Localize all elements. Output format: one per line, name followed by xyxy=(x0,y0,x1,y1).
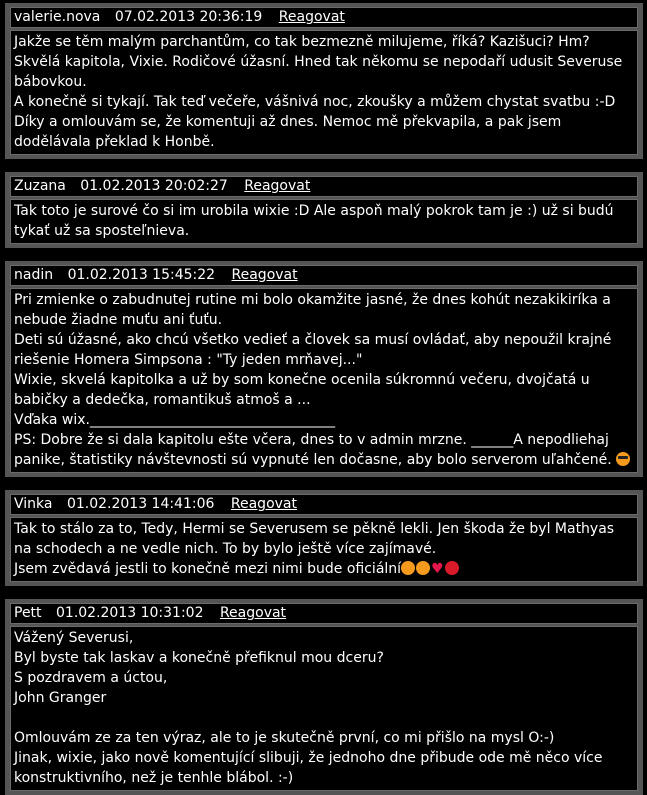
comment-line-text: PS: Dobre že si dala kapitolu ešte včera, dnes to v admin mrzne. ______A nepodliehaj panike, štatistiky návštevnosti sú vypnuté len dočasne, aby bolo serverom uľahčené. xyxy=(14,432,614,468)
comment-line: Jinak, wixie, jako nově komentující slibuji, že jednoho dne přibude ode mě něco více konstruktivního, než je tenhle blábol. :-) xyxy=(14,750,607,786)
comment-line: Wixie, skvelá kapitolka a už by som konečne ocenila súkromnú večeru, dvojčatá u babičky a dedečka, romantikuš atmoš a ... xyxy=(14,372,595,408)
comment-header xyxy=(10,176,638,197)
comment xyxy=(5,599,643,795)
comment-body xyxy=(10,626,638,791)
comment-line: Vážený Severusi, xyxy=(14,630,134,646)
comment-author: Zuzana xyxy=(14,178,66,194)
comment-header xyxy=(10,494,638,515)
comment-body xyxy=(10,30,638,155)
comment-author: Vinka xyxy=(14,496,53,512)
comment-author: nadin xyxy=(14,267,54,283)
comment-date: 07.02.2013 20:36:19 xyxy=(114,9,263,25)
comment-body xyxy=(10,199,638,244)
grin-smiley-icon xyxy=(416,561,430,575)
comment-author: valerie.nova xyxy=(14,9,101,25)
comment-body xyxy=(10,288,638,473)
comment-line: S pozdravem a úctou, xyxy=(14,670,168,686)
comment-date: 01.02.2013 20:02:27 xyxy=(80,178,228,194)
comment-line: Omlouvám ze za ten výraz, ale to je skutečně první, co mi přišlo na mysl O:-) xyxy=(14,730,555,746)
comment-line: Tak to stálo za to, Tedy, Hermi se Severusem se pěkně lekli. Jen škoda že byl Mathyas na schodech a ne vedle nich. To by bylo ještě více zajímavé. xyxy=(14,521,619,557)
comment xyxy=(5,3,643,159)
comment-line xyxy=(14,559,633,579)
comment-line: Vďaka wix.___________________________________ xyxy=(14,412,336,428)
heart-eyes-smiley-icon xyxy=(401,561,415,575)
comment-header xyxy=(10,265,638,286)
comment-header xyxy=(10,603,638,624)
reply-link[interactable]: Reagovat xyxy=(244,178,311,194)
comment-line: Byl byste tak laskav a konečně přefiknul mou dceru? xyxy=(14,650,384,666)
comment-line: John Granger xyxy=(14,690,107,706)
sunglasses-smiley-icon xyxy=(616,452,630,466)
comment-date: 01.02.2013 10:31:02 xyxy=(56,605,204,621)
comment-line: Deti sú úžasné, ako chcú všetko vedieť a človek sa musí ovládať, aby nepoužil krajné riešenie Homera Simpsona : "Ty jeden mrňavej..." xyxy=(14,332,616,368)
comment-date: 01.02.2013 14:41:06 xyxy=(66,496,215,512)
reply-link[interactable]: Reagovat xyxy=(231,267,298,283)
comment-line: Jakže se těm malým parchantům, co tak bezmezně milujeme, říká? Kazišuci? Hm? xyxy=(14,34,590,50)
heart-icon: ♥ xyxy=(431,561,444,577)
comment-line: Díky a omlouvám se, že komentuji až dnes. Nemoc mě překvapila, a pak jsem dodělávala překlad k Honbě. xyxy=(14,114,566,150)
comment-line: Tak toto je surové čo si im urobila wixie :D Ale aspoň malý pokrok tam je :) už si budú tykať už sa sposteľnieva. xyxy=(14,203,619,239)
comment-body xyxy=(10,517,638,582)
reply-link[interactable]: Reagovat xyxy=(230,496,297,512)
comment-date: 01.02.2013 15:45:22 xyxy=(67,267,216,283)
comment-line xyxy=(14,430,633,470)
comment-header xyxy=(10,7,638,28)
comment-line: Pri zmienke o zabudnutej rutine mi bolo okamžite jasné, že dnes kohút nezakikiríka a nebude žiadne muťu ani ťuťu. xyxy=(14,292,616,328)
comment-line: A konečně si tykají. Tak teď večeře, vášnivá noc, zkoušky a můžem chystat svatbu :-D xyxy=(14,94,616,110)
reply-link[interactable]: Reagovat xyxy=(278,9,345,25)
ladybug-icon xyxy=(445,561,459,575)
comment-line: Skvělá kapitola, Vixie. Rodičové úžasní. Hned tak někomu se nepodaří udusit Severuse bábovkou. xyxy=(14,54,627,90)
reply-link[interactable]: Reagovat xyxy=(219,605,287,621)
comment-line xyxy=(14,708,633,728)
comment xyxy=(5,172,643,248)
comment xyxy=(5,261,643,477)
comment-author: Pett xyxy=(14,605,42,621)
comment-line-text: Jsem zvědavá jestli to konečně mezi nimi bude oficiální xyxy=(14,561,402,577)
comment xyxy=(5,490,643,586)
